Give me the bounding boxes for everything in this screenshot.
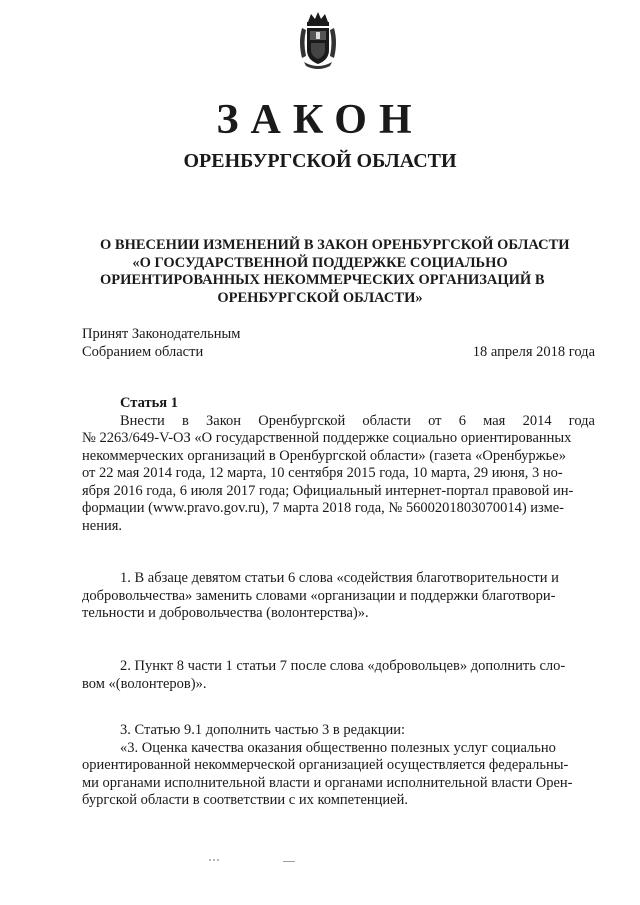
scan-artifact-mark bbox=[208, 858, 222, 862]
document-title: ЗАКОН bbox=[216, 97, 424, 143]
heading-line: ОРЕНБУРГСКОЙ ОБЛАСТИ» bbox=[217, 289, 423, 306]
heading-line: «О ГОСУДАРСТВЕННОЙ ПОДДЕРЖКЕ СОЦИАЛЬНО bbox=[132, 254, 508, 271]
article-intro-line: № 2263/649-V-ОЗ «О государственной поддержке социально ориентированных bbox=[82, 430, 572, 446]
item-line: 2. Пункт 8 части 1 статьи 7 после слова «добровольцев» дополнить сло- bbox=[120, 658, 566, 674]
heading-line: О ВНЕСЕНИИ ИЗМЕНЕНИЙ В ЗАКОН ОРЕНБУРГСКОЙ ОБЛАСТИ bbox=[100, 237, 570, 253]
item-line: добровольчества» заменить словами «организации и поддержки благотвори- bbox=[82, 587, 556, 604]
document-subtitle: ОРЕНБУРГСКОЙ ОБЛАСТИ bbox=[183, 150, 457, 172]
adoption-date: 18 апреля 2018 года bbox=[472, 344, 595, 360]
article-1 bbox=[82, 395, 595, 535]
adoption-line-1: Принят Законодательным bbox=[82, 326, 241, 342]
adoption-line-2: Собранием области bbox=[82, 344, 204, 360]
item-line: ориентированной некоммерческой организацией осуществляется федеральны- bbox=[82, 757, 569, 773]
heading-line: ОРИЕНТИРОВАННЫХ НЕКОММЕРЧЕСКИХ ОРГАНИЗАЦИЙ В bbox=[100, 272, 545, 288]
intro-word: года bbox=[568, 412, 595, 429]
item-line: тельности и добровольчества (волонтерства)». bbox=[82, 605, 369, 621]
article-title: Статья 1 bbox=[120, 395, 178, 411]
intro-word: Оренбургской bbox=[258, 412, 346, 429]
article-intro-line-justified bbox=[82, 413, 595, 431]
adoption-note bbox=[82, 325, 240, 361]
item-line: бургской области в соответствии с их компетенцией. bbox=[82, 792, 408, 808]
article-item-2 bbox=[82, 658, 595, 693]
intro-word: 2014 bbox=[522, 412, 552, 429]
intro-word: в bbox=[181, 412, 189, 429]
item-line: ми органами исполнительной власти и органами исполнительной власти Орен- bbox=[82, 774, 573, 791]
intro-word: мая bbox=[483, 412, 506, 429]
item-line: вом «(волонтеров)». bbox=[82, 675, 207, 692]
item-line: «3. Оценка качества оказания общественно полезных услуг социально bbox=[120, 739, 556, 756]
law-heading bbox=[100, 237, 570, 307]
article-intro-line: от 22 мая 2014 года, 12 марта, 10 сентября 2015 года, 10 марта, 29 июня, 3 но- bbox=[82, 465, 563, 481]
intro-word: 6 bbox=[458, 412, 466, 429]
scan-artifact-mark bbox=[283, 860, 295, 863]
article-intro-line: некоммерческих организаций в Оренбургской области» (газета «Оренбуржье» bbox=[82, 447, 566, 464]
item-line: 3. Статью 9.1 дополнить частью 3 в редакции: bbox=[120, 722, 406, 738]
intro-word: от bbox=[428, 412, 442, 429]
article-intro-line: нения. bbox=[82, 517, 123, 534]
coat-of-arms-emblem bbox=[296, 12, 340, 70]
article-item-1 bbox=[82, 570, 595, 623]
article-intro-line: формации (www.pravo.gov.ru), 7 марта 2018 года, № 5600201803070014) изме- bbox=[82, 500, 565, 516]
intro-word: области bbox=[362, 412, 411, 429]
item-line: 1. В абзаце девятом статьи 6 слова «содействия благотворительности и bbox=[120, 570, 559, 586]
article-intro-line: ября 2016 года, 6 июля 2017 года; Официальный интернет-портал правовой ин- bbox=[82, 482, 574, 499]
article-item-3 bbox=[82, 722, 595, 810]
intro-word: Внести bbox=[120, 412, 165, 429]
intro-word: Закон bbox=[206, 412, 242, 429]
